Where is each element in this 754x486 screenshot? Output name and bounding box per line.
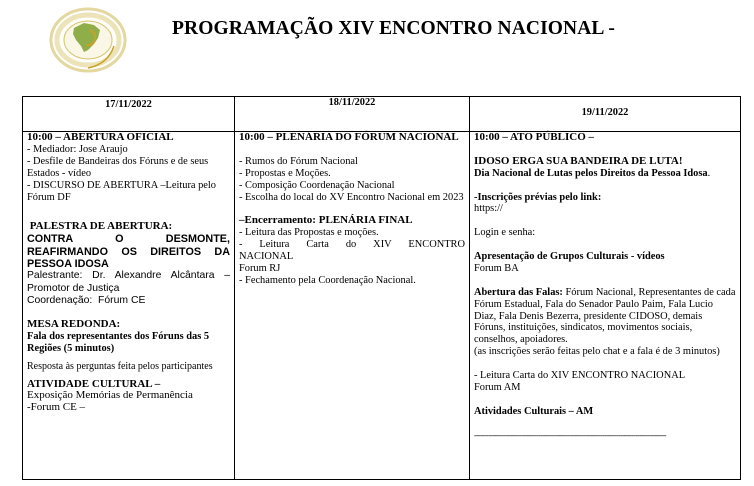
palestra-heading: PALESTRA DE ABERTURA: — [27, 220, 173, 233]
mesa-redonda-heading: MESA REDONDA: — [27, 317, 121, 330]
desfile-text: - Desfile de Bandeiras dos Fóruns e de seus Estados - vídeo — [27, 155, 209, 179]
slogan-text: IDOSO ERGA SUA BANDEIRA DE LUTA! — [474, 154, 683, 167]
plenaria-item: - Rumos do Fórum Nacional — [239, 155, 358, 167]
mediador-text: - Mediador: Jose Araujo — [27, 143, 128, 155]
forum-logo — [48, 6, 130, 74]
day3-schedule — [470, 132, 741, 480]
leitura-forum-text: Forum AM — [474, 381, 521, 393]
date-header-day3: 19/11/2022 — [470, 97, 741, 132]
abertura-falas-label: Abertura das Falas: — [474, 286, 563, 298]
discurso-text: - DISCURSO DE ABERTURA –Leitura pelo Fórum DF — [27, 179, 216, 203]
plenaria-heading: 10:00 – PLENÁRIA DO FÓRUM NACIONAL — [239, 131, 459, 143]
falas-note: (as inscrições serão feitas pelo chat e a fala é de 3 minutos) — [474, 346, 720, 358]
separator-line: --------------------------------------------------------------------------------------------- — [474, 430, 666, 440]
date-header-row — [23, 97, 741, 132]
inscricoes-link[interactable]: https:// — [474, 203, 503, 215]
atividades-culturais-heading: Atividades Culturais – AM — [474, 405, 594, 417]
palestra-theme: CONTRA O DESMONTE, REAFIRMANDO OS DIREITOS DA PESSOA IDOSA — [27, 233, 230, 271]
day1-schedule — [23, 132, 235, 480]
apresentacao-forum: Forum BA — [474, 262, 519, 274]
coordenacao-text: Coordenação: Fórum CE — [27, 294, 146, 306]
program-table — [22, 96, 741, 480]
dia-nacional-period: . — [707, 167, 711, 179]
resposta-text: Resposta às perguntas feita pelos participantes — [27, 360, 213, 372]
encerramento-heading: –Encerramento: PLENÁRIA FINAL — [239, 214, 413, 227]
login-label: Login e senha: — [474, 227, 536, 239]
page-title: PROGRAMAÇÃO XIV ENCONTRO NACIONAL - — [172, 18, 615, 39]
plenaria-item: - Composição Coordenação Nacional — [239, 179, 395, 191]
plenaria-item: - Propostas e Moções. — [239, 167, 331, 179]
atividade-cultural-heading: ATIVIDADE CULTURAL – — [27, 377, 161, 390]
apresentacao-heading: Apresentação de Grupos Culturais - vídeos — [474, 251, 665, 262]
atividade-cultural-forum: -Forum CE – — [27, 401, 86, 414]
dia-nacional-text: Dia Nacional de Lutas pelos Direitos da Pessoa Idosa — [474, 167, 708, 179]
mesa-redonda-text: Fala dos representantes dos Fóruns das 5 Regiões (5 minutos) — [27, 330, 210, 354]
plenaria-item: - Escolha do local do XV Encontro Nacional em 2023 — [239, 191, 464, 203]
program-content-row — [23, 132, 741, 480]
leitura-carta-text: - Leitura Carta do XIV ENCONTRO NACIONAL — [474, 370, 686, 382]
fechamento-text: - Fechamento pela Coordenação Nacional. — [239, 274, 416, 286]
ato-publico-heading: 10:00 – ATO PÚBLICO – — [474, 131, 594, 143]
forum-rj-text: Forum RJ — [239, 262, 281, 274]
day2-schedule — [235, 132, 470, 480]
leitura-propostas-text: - Leitura das Propostas e moções. — [239, 227, 379, 239]
abertura-falas-text: Fórum Nacional, Representantes de cada Fórum Estadual, Fala do Senador Paulo Paim, Fala Lucio Diaz, Fala Denis Bezerra, presidente CIDOSO, demais Fóruns, instituições, sindicatos, movimentos sociais, conselhos, apoiadores. — [474, 286, 736, 346]
atividade-cultural-text: Exposição Memórias de Permanência — [27, 389, 193, 402]
date-header-day2: 18/11/2022 — [235, 97, 470, 132]
abertura-oficial-heading: 10:00 – ABERTURA OFICIAL — [27, 131, 174, 143]
palestrante-text: Palestrante: Dr. Alexandre Alcântara – Promotor de Justiça — [27, 270, 230, 294]
inscricoes-label: -Inscrições prévias pelo link: — [474, 191, 602, 203]
leitura-carta-text: - Leitura Carta do XIV ENCONTRO NACIONAL — [239, 239, 468, 263]
date-header-day1: 17/11/2022 — [23, 97, 235, 132]
